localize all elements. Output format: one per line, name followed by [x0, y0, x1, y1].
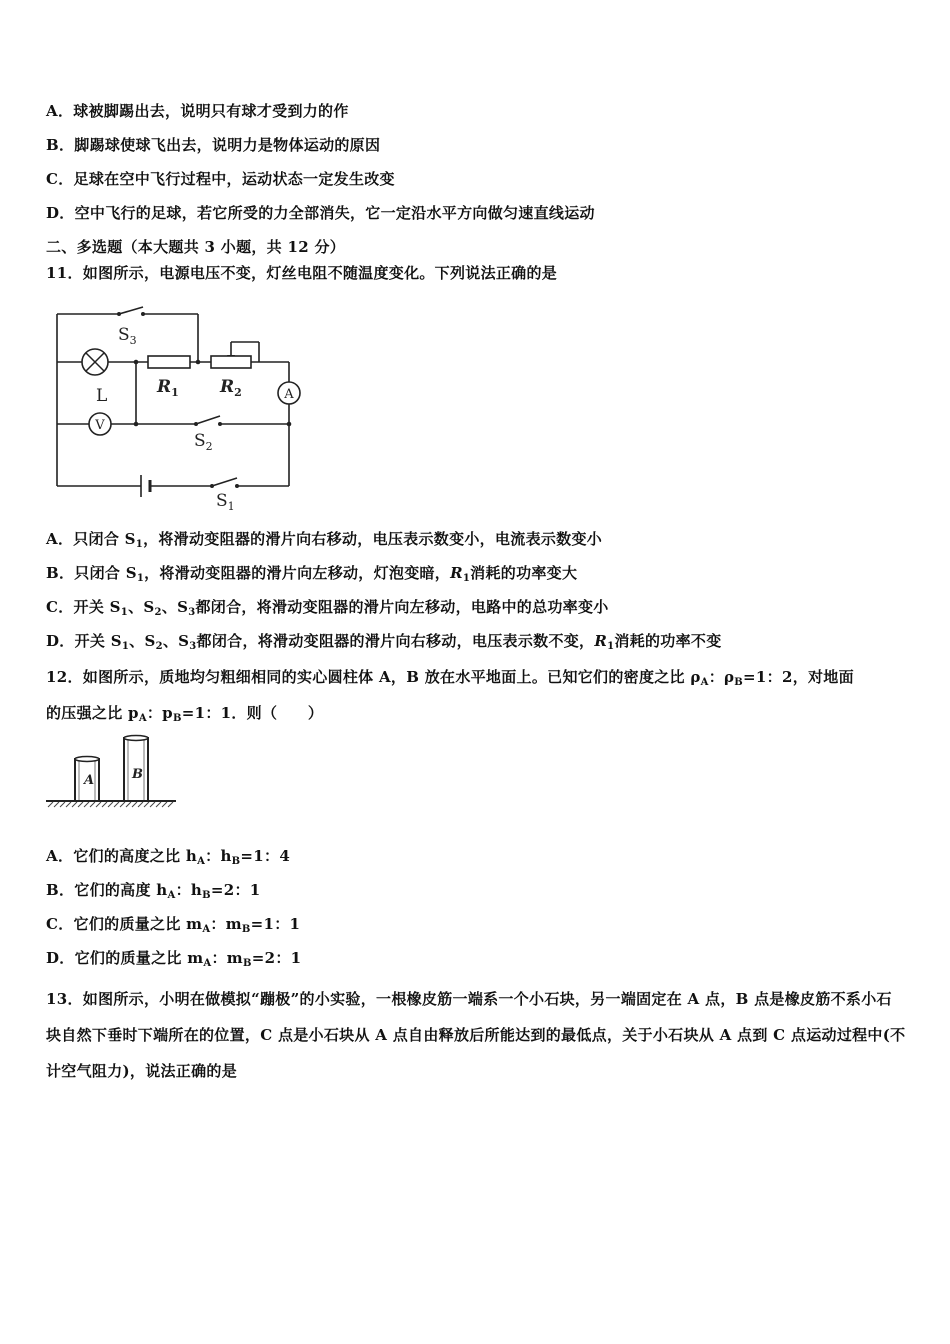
q12-stem-line1: 12．如图所示，质地均匀粗细相同的实心圆柱体 A，B 放在水平地面上。已知它们的密度之比 $\rho_A$：$\rho_B=1$：2，对地面	[46, 668, 854, 688]
junction-dot	[134, 360, 139, 365]
option-key: D．	[46, 204, 75, 222]
q13-stem: 13．如图所示，小明在做模拟“蹦极”的小实验，一根橡皮筋一端系一个小石块，另一端固定在 A 点，B 点是橡皮筋不系小石块自然下垂时下端所在的位置，C 点是小石块从 A 点自由释放后所能达到的最低点，关于小石块从 A 点到 C 点运动过程中(不计空气阻力)，说法正确的是	[46, 990, 906, 1080]
q10-option-a	[46, 100, 349, 122]
cylinder-a	[75, 757, 99, 802]
s1-contact	[235, 484, 239, 488]
label-r2: $R_2$	[220, 377, 242, 399]
q11-option-a: A．只闭合 $S_1$，将滑动变阻器的滑片向右移动，电压表示数变小，电流表示数变小	[46, 530, 603, 550]
q11-option-c: C．开关 $S_1$、$S_2$、$S_3$都闭合，将滑动变阻器的滑片向左移动，电路中的总功率变小	[46, 598, 609, 618]
q10-option-d	[46, 202, 595, 224]
cylinders-diagram	[44, 734, 180, 814]
s2-contact	[218, 422, 222, 426]
circuit-diagram	[44, 300, 306, 515]
option-text: 足球在空中飞行过程中，运动状态一定发生改变	[73, 170, 395, 188]
label-lamp: L	[96, 386, 108, 406]
option-text: 球被脚踢出去，说明只有球才受到力的作	[73, 102, 349, 120]
section-heading: 二、多选题（本大题共 3 小题，共 12 分）	[46, 238, 346, 256]
voltmeter-icon	[89, 413, 111, 435]
resistor-r2	[211, 356, 251, 368]
label-s3: $S_3$	[118, 325, 137, 347]
cylinder-a-label: A	[84, 773, 95, 788]
q11-option-b: B．只闭合 $S_1$，将滑动变阻器的滑片向左移动，灯泡变暗，$R_1$消耗的功率变大	[46, 564, 578, 584]
q12-option-c: C．它们的质量之比 $m_A$：$m_B=1$：1	[46, 915, 301, 935]
label-s1: $S_1$	[216, 491, 235, 513]
lamp-icon	[82, 349, 108, 375]
junction-dot	[287, 422, 292, 427]
cylinder-b	[124, 736, 148, 802]
q11-stem: 11．如图所示，电源电压不变，灯丝电阻不随温度变化。下列说法正确的是	[46, 264, 558, 282]
ammeter-icon	[278, 382, 300, 404]
s3-contact	[117, 312, 121, 316]
option-key: C．	[46, 170, 74, 188]
q11-option-d: D．开关 $S_1$、$S_2$、$S_3$都闭合，将滑动变阻器的滑片向右移动，电压表示数不变，$R_1$消耗的功率不变	[46, 632, 722, 652]
option-text: 空中飞行的足球，若它所受的力全部消失，它一定沿水平方向做匀速直线运动	[74, 204, 595, 222]
q12-option-a: A．它们的高度之比 $h_A$：$h_B=1$：4	[46, 847, 291, 867]
label-r1: $R_1$	[157, 377, 179, 399]
junction-dot	[134, 422, 139, 427]
q12-option-d: D．它们的质量之比 $m_A$：$m_B=2$：1	[46, 949, 302, 969]
label-s2: $S_2$	[194, 431, 213, 453]
resistor-r1	[148, 356, 190, 368]
option-text: 脚踢球使球飞出去，说明力是物体运动的原因	[74, 136, 381, 154]
q12-stem-line2: 的压强之比 $p_A$：$p_B=1$：1．则（ ）	[46, 704, 324, 724]
junction-dot	[196, 360, 201, 365]
voltmeter-label: V	[95, 418, 105, 433]
ammeter-label: A	[284, 387, 294, 402]
option-key: B．	[46, 136, 75, 154]
s3-contact	[141, 312, 145, 316]
s1-contact	[210, 484, 214, 488]
option-key: A．	[46, 102, 74, 120]
q10-option-b	[46, 134, 380, 156]
battery-icon	[141, 475, 150, 497]
q10-option-c	[46, 168, 395, 190]
s2-contact	[194, 422, 198, 426]
q12-option-b: B．它们的高度 $h_A$：$h_B=2$：1	[46, 881, 261, 901]
cylinder-b-label: B	[132, 767, 143, 782]
